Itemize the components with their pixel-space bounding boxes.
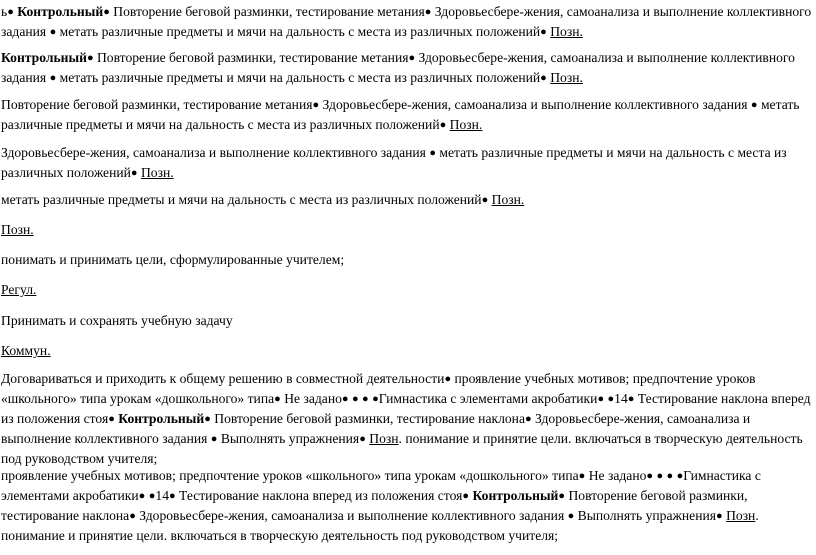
bullet-icon: ● xyxy=(408,52,416,64)
bullet-icon: ● xyxy=(429,147,436,159)
text-fragment: Здоровьесбере-жения, самоанализа и выполнение коллективного задания xyxy=(1,50,795,85)
bullet-icon: ● xyxy=(103,6,110,18)
text-fragment: Здоровьесбере-жения, самоанализа и выполнение коллективного задания xyxy=(135,508,568,523)
bullet-icon: ● xyxy=(138,490,146,502)
bullet-icon: ● xyxy=(540,26,547,38)
link-pozn[interactable]: Позн. xyxy=(140,165,174,180)
text-fragment: Выполнять упражнения xyxy=(574,508,717,523)
text-fragment: Принимать и сохранять учебную задачу xyxy=(1,313,233,328)
bullet-icon: ● xyxy=(204,413,211,425)
bullet-icon: ● xyxy=(274,393,281,405)
paragraph-6 xyxy=(1,220,813,239)
text-fragment: Повторение беговой разминки, тестирование метания xyxy=(109,4,425,19)
link-pozn[interactable]: Позн xyxy=(726,508,756,523)
bullet-icon: ● xyxy=(646,470,654,482)
bullet-icon: ● xyxy=(7,6,14,18)
bullet-icon: ● xyxy=(168,490,176,502)
bullet-icon: ● xyxy=(676,470,684,482)
bullet-icon: ● xyxy=(130,167,138,179)
text-fragment: Здоровьесбере-жения, самоанализа и выполнение коллективного задания xyxy=(1,411,751,446)
text-fragment: 14 xyxy=(614,391,628,406)
bullet-icon: ● xyxy=(524,413,532,425)
bullet-icon: ● xyxy=(558,490,566,502)
text-fragment: Договариваться и приходить к общему решению в совместной деятельности xyxy=(1,371,445,386)
bullet-icon: ● xyxy=(148,490,156,502)
link-kommun[interactable]: Коммун. xyxy=(1,343,51,358)
bullet-icon: ● xyxy=(129,510,136,522)
text-fragment: понимать и принимать цели, сформулированные учителем; xyxy=(1,252,345,267)
link-pozn[interactable]: Позн. xyxy=(550,24,583,39)
bullet-icon: ● xyxy=(439,119,447,131)
link-pozn[interactable]: Позн xyxy=(369,431,399,446)
paragraph-4 xyxy=(1,143,813,183)
bullet-icon: ● xyxy=(49,26,57,38)
text-fragment: Тестирование наклона вперед из положения стоя xyxy=(175,488,463,503)
bullet-icon: ● xyxy=(372,393,379,405)
text-fragment: Тестирование наклона вперед из положения стоя xyxy=(1,391,811,426)
text-fragment: Здоровьесбере-жения, самоанализа и выполнение коллективного задания xyxy=(1,145,430,160)
bullet-icon: ● xyxy=(656,470,664,482)
paragraph-8 xyxy=(1,280,813,299)
text-fragment: ь xyxy=(1,4,8,19)
bullet-icon: ● xyxy=(578,470,586,482)
bold-label: Контрольный xyxy=(118,411,205,426)
paragraph-5 xyxy=(1,190,813,210)
link-pozn[interactable]: Позн. xyxy=(1,222,34,237)
text-fragment: Здоровьесбере-жения, самоанализа и выполнение коллективного задания xyxy=(1,4,812,39)
bullet-icon: ● xyxy=(462,490,470,502)
bullet-icon: ● xyxy=(627,393,635,405)
paragraph-9 xyxy=(1,311,813,330)
bullet-icon: ● xyxy=(49,72,57,84)
link-pozn[interactable]: Позн. xyxy=(491,192,525,207)
bold-label: Контрольный xyxy=(1,50,87,65)
bullet-icon: ● xyxy=(86,52,94,64)
text-fragment: Повторение беговой разминки, тестирование наклона xyxy=(1,488,748,523)
paragraph-1 xyxy=(1,2,813,42)
paragraph-3 xyxy=(1,95,813,135)
paragraph-10 xyxy=(1,341,813,360)
bullet-icon: ● xyxy=(666,470,674,482)
bullet-icon: ● xyxy=(716,510,723,522)
text-fragment: . понимание и принятие цели. включаться в творческую деятельность под руководством учителя; xyxy=(1,431,803,466)
bullet-icon: ● xyxy=(750,99,758,111)
bullet-icon: ● xyxy=(359,433,366,445)
text-fragment: проявление учебных мотивов; предпочтение уроков «школьного» типа урокам «дошкольного» типа xyxy=(1,371,756,406)
bullet-icon: ● xyxy=(567,510,575,522)
text-fragment: метать различные предметы и мячи на дальность с места из различных положений xyxy=(1,145,787,180)
bullet-icon: ● xyxy=(341,393,349,405)
bullet-icon: ● xyxy=(444,373,452,385)
text-fragment: Повторение беговой разминки, тестирование метания xyxy=(1,97,313,112)
text-fragment: метать различные предметы и мячи на дальность с места из различных положений xyxy=(1,192,482,207)
bullet-icon: ● xyxy=(607,393,615,405)
text-fragment: Повторение беговой разминки, тестирование наклона xyxy=(210,411,525,426)
text-fragment: метать различные предметы и мячи на дальность с места из различных положений xyxy=(56,24,541,39)
paragraph-2 xyxy=(1,48,813,88)
text-fragment: Не задано xyxy=(280,391,342,406)
bullet-icon: ● xyxy=(481,194,489,206)
bullet-icon: ● xyxy=(424,6,432,18)
text-fragment: Гимнастика с элементами акробатики xyxy=(1,468,761,503)
text-fragment: проявление учебных мотивов; предпочтение уроков «школьного» типа урокам «дошкольного» типа xyxy=(1,468,579,483)
paragraph-7 xyxy=(1,250,813,269)
text-fragment: метать различные предметы и мячи на дальность с места из различных положений xyxy=(1,97,800,132)
bullet-icon: ● xyxy=(108,413,115,425)
text-fragment: Гимнастика с элементами акробатики xyxy=(378,391,598,406)
link-pozn[interactable]: Позн. xyxy=(449,117,483,132)
bold-label: Контрольный xyxy=(472,488,559,503)
text-fragment: Здоровьесбере-жения, самоанализа и выполнение коллективного задания xyxy=(319,97,751,112)
text-fragment: 14 xyxy=(155,488,169,503)
paragraph-12 xyxy=(1,466,813,545)
text-fragment: Не задано xyxy=(585,468,647,483)
link-regul[interactable]: Регул. xyxy=(1,282,37,297)
text-fragment: Повторение беговой разминки, тестирование метания xyxy=(93,50,409,65)
bullet-icon: ● xyxy=(362,393,369,405)
paragraph-11 xyxy=(1,369,813,468)
bullet-icon: ● xyxy=(597,393,605,405)
text-fragment: Выполнять упражнения xyxy=(217,431,360,446)
bullet-icon: ● xyxy=(312,99,320,111)
bullet-icon: ● xyxy=(540,72,547,84)
bullet-icon: ● xyxy=(210,433,218,445)
text-fragment: . понимание и принятие цели. включаться в творческую деятельность под руководством учителя; xyxy=(1,508,759,543)
bullet-icon: ● xyxy=(351,393,359,405)
bold-label: Контрольный xyxy=(17,4,104,19)
link-pozn[interactable]: Позн. xyxy=(550,70,583,85)
text-fragment: метать различные предметы и мячи на дальность с места из различных положений xyxy=(56,70,541,85)
